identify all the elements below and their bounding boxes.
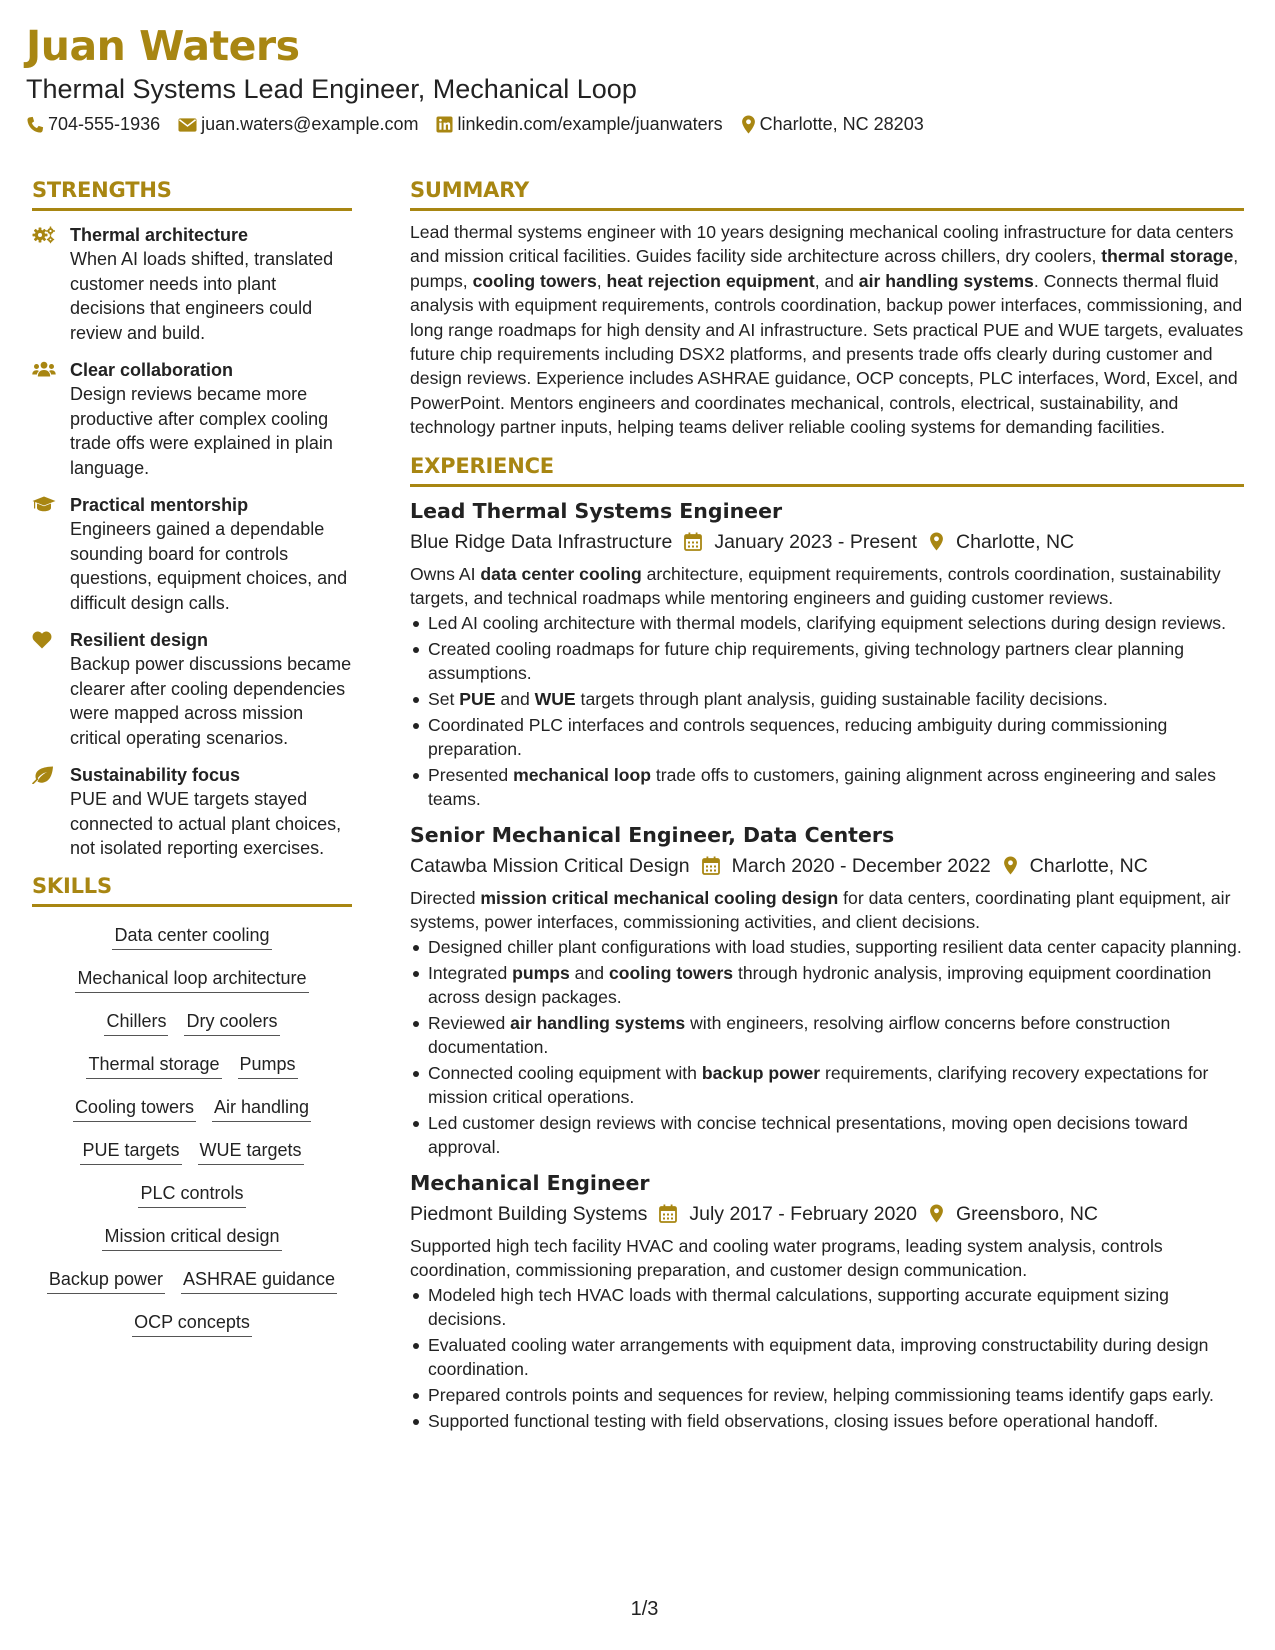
page-number: 1/3 [630, 1598, 659, 1620]
skill-row [32, 966, 352, 993]
skill-tag: Thermal storage [86, 1052, 221, 1079]
strength-item [32, 628, 352, 750]
job-description: Owns AI data center cooling architecture, equipment requirements, controls coordination, sustainability targets, and technical roadmaps while mentoring engineers and guiding customer reviews. [410, 563, 1221, 608]
map-pin-icon [1003, 856, 1018, 875]
contact-phone [26, 114, 160, 135]
candidate-name: Juan Waters [26, 22, 300, 70]
skill-row [32, 923, 352, 950]
skill-tag: Dry coolers [184, 1009, 279, 1036]
job-meta [410, 852, 1244, 880]
leaf-icon [32, 766, 54, 784]
skill-tag: Air handling [212, 1095, 311, 1122]
list-item: Presented mechanical loop trade offs to customers, gaining alignment across engineering and sales teams. [410, 763, 1244, 811]
summary-heading: SUMMARY [410, 178, 1244, 211]
calendar-icon [659, 1204, 677, 1223]
strength-desc: When AI loads shifted, translated customer needs into plant decisions that engineers could review and build. [70, 249, 334, 343]
job-title: Lead Thermal Systems Engineer [410, 498, 783, 523]
skill-row [32, 1310, 352, 1337]
skill-row [32, 1224, 352, 1251]
contact-bar [26, 114, 942, 135]
strength-title: Resilient design [70, 630, 209, 650]
strength-desc: PUE and WUE targets stayed connected to actual plant choices, not isolated reporting exercises. [70, 789, 342, 858]
skill-tag: ASHRAE guidance [181, 1267, 337, 1294]
users-icon [32, 361, 56, 377]
job-dates: July 2017 - February 2020 [689, 1202, 918, 1225]
strength-item [32, 223, 352, 345]
calendar-icon [702, 856, 720, 875]
strength-desc: Design reviews became more productive after complex cooling trade offs were explained in plain language. [70, 384, 333, 478]
gears-icon [32, 226, 56, 244]
job-bullets [410, 1283, 1244, 1433]
strength-desc: Backup power discussions became clearer after cooling dependencies were mapped across mission critical operating scenarios. [70, 654, 352, 748]
job-company: Piedmont Building Systems [410, 1202, 648, 1225]
right-column [410, 178, 1244, 1435]
skill-tag: Mechanical loop architecture [75, 966, 308, 993]
skills-list [32, 923, 352, 1337]
linkedin-text[interactable]: linkedin.com/example/juanwaters [457, 114, 723, 134]
job-dates: January 2023 - Present [714, 530, 918, 553]
skill-row [32, 1052, 352, 1079]
contact-email[interactable] [178, 114, 418, 135]
linkedin-icon [436, 116, 453, 133]
envelope-icon [178, 117, 197, 133]
list-item: Modeled high tech HVAC loads with thermal calculations, supporting accurate equipment sizing decisions. [410, 1283, 1244, 1331]
strength-title: Sustainability focus [70, 765, 241, 785]
experience-heading: EXPERIENCE [410, 454, 1244, 487]
job-meta [410, 1200, 1244, 1228]
job-entry [410, 497, 1244, 811]
skill-tag: WUE targets [198, 1138, 304, 1165]
left-column [32, 178, 352, 1353]
map-pin-icon [929, 1204, 944, 1223]
skill-tag: PUE targets [80, 1138, 181, 1165]
strength-title: Thermal architecture [70, 225, 249, 245]
job-company: Blue Ridge Data Infrastructure [410, 530, 673, 553]
skill-tag: Chillers [104, 1009, 168, 1036]
skill-tag: Pumps [238, 1052, 298, 1079]
summary-text: Lead thermal systems engineer with 10 years designing mechanical cooling infrastructure for data centers and mission critical facilities. Guides facility side architecture across chillers, dry coolers, thermal storage, pumps, cooling towers, heat rejection equipment, and air handling systems. Connects thermal fluid analysis with equipment requirements, controls coordination, backup power interfaces, commissioning, and long range roadmaps for high density and AI infrastructure. Sets practical PUE and WUE targets, evaluates future chip requirements including DSX2 platforms, and presents trade offs clearly during customer and design reviews. Experience includes ASHRAE guidance, OCP concepts, PLC interfaces, Word, Excel, and PowerPoint. Mentors engineers and coordinates mechanical, controls, electrical, sustainability, and technology partner inputs, helping teams deliver reliable cooling systems for demanding facilities. [410, 222, 1244, 438]
job-location: Charlotte, NC [956, 530, 1075, 553]
job-bullets [410, 611, 1244, 811]
strength-title: Practical mentorship [70, 495, 249, 515]
strength-desc: Engineers gained a dependable sounding board for controls questions, equipment choices, and difficult design calls. [70, 519, 348, 613]
job-entry [410, 821, 1244, 1159]
skill-tag: Mission critical design [102, 1224, 281, 1251]
location-text: Charlotte, NC 28203 [759, 114, 924, 134]
list-item: Created cooling roadmaps for future chip requirements, giving technology partners clear planning assumptions. [410, 637, 1244, 685]
job-dates: March 2020 - December 2022 [731, 854, 991, 877]
candidate-headline: Thermal Systems Lead Engineer, Mechanical Loop [26, 74, 637, 104]
heart-icon [32, 631, 52, 649]
job-meta [410, 528, 1244, 556]
strength-title: Clear collaboration [70, 360, 234, 380]
contact-linkedin[interactable] [436, 114, 722, 135]
strength-item [32, 763, 352, 861]
skill-row [32, 1138, 352, 1165]
job-company: Catawba Mission Critical Design [410, 854, 690, 877]
list-item: Integrated pumps and cooling towers through hydronic analysis, improving equipment coordination across design packages. [410, 961, 1244, 1009]
list-item: Evaluated cooling water arrangements with equipment data, improving constructability during design coordination. [410, 1333, 1244, 1381]
job-description: Supported high tech facility HVAC and cooling water programs, leading system analysis, controls coordination, commissioning preparation, and customer design communication. [410, 1235, 1163, 1280]
job-entry [410, 1169, 1244, 1433]
skill-row [32, 1009, 352, 1036]
job-location: Charlotte, NC [1029, 854, 1148, 877]
list-item: Led customer design reviews with concise technical presentations, moving open decisions toward approval. [410, 1111, 1244, 1159]
skill-tag: Backup power [47, 1267, 165, 1294]
skill-row [32, 1095, 352, 1122]
strength-item [32, 493, 352, 615]
skill-tag: Cooling towers [73, 1095, 196, 1122]
list-item: Set PUE and WUE targets through plant analysis, guiding sustainable facility decisions. [410, 687, 1244, 711]
list-item: Designed chiller plant configurations with load studies, supporting resilient data center capacity planning. [410, 935, 1244, 959]
strengths-heading: STRENGTHS [32, 178, 352, 211]
strength-item [32, 358, 352, 480]
email-text[interactable]: juan.waters@example.com [201, 114, 419, 134]
list-item: Coordinated PLC interfaces and controls sequences, reducing ambiguity during commissioning preparation. [410, 713, 1244, 761]
phone-text: 704-555-1936 [48, 114, 161, 134]
job-title: Mechanical Engineer [410, 1170, 650, 1195]
graduation-cap-icon [32, 496, 56, 512]
list-item: Connected cooling equipment with backup power requirements, clarifying recovery expectations for mission critical operations. [410, 1061, 1244, 1109]
map-pin-icon [929, 532, 944, 551]
map-pin-icon [741, 115, 756, 134]
job-bullets [410, 935, 1244, 1159]
skill-row [32, 1181, 352, 1208]
skill-tag: Data center cooling [112, 923, 271, 950]
list-item: Reviewed air handling systems with engineers, resolving airflow concerns before construction documentation. [410, 1011, 1244, 1059]
contact-location [741, 114, 924, 135]
skill-tag: PLC controls [138, 1181, 245, 1208]
phone-icon [26, 116, 44, 134]
calendar-icon [684, 532, 702, 551]
list-item: Prepared controls points and sequences for review, helping commissioning teams identify gaps early. [410, 1383, 1244, 1407]
strengths-list [32, 223, 352, 861]
job-description: Directed mission critical mechanical cooling design for data centers, coordinating plant equipment, air systems, power interfaces, commissioning activities, and client decisions. [410, 887, 1231, 932]
job-location: Greensboro, NC [956, 1202, 1098, 1225]
skills-heading: SKILLS [32, 874, 352, 907]
job-title: Senior Mechanical Engineer, Data Centers [410, 822, 895, 847]
skill-row [32, 1267, 352, 1294]
list-item: Supported functional testing with field observations, closing issues before operational handoff. [410, 1409, 1244, 1433]
skill-tag: OCP concepts [132, 1310, 252, 1337]
list-item: Led AI cooling architecture with thermal models, clarifying equipment selections during design reviews. [410, 611, 1244, 635]
